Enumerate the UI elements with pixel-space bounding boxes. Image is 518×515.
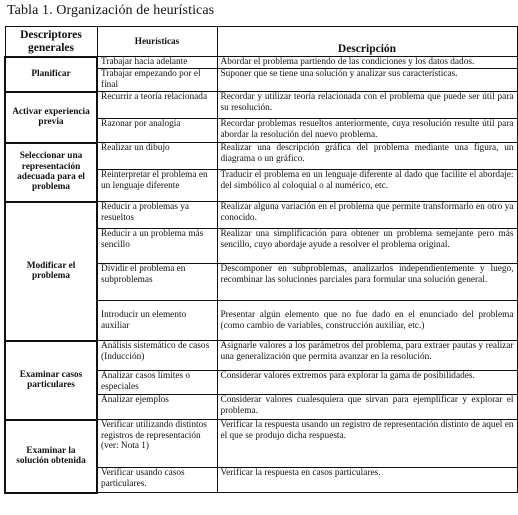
description-cell: Realizar alguna variación en el problema que permite transformarlo en otro ya conocido. (217, 202, 517, 229)
heuristic-cell: Razonar por analogía (97, 119, 217, 143)
heuristic-cell: Verificar utilizando distintos registros de representación (ver: Nota 1) (97, 420, 217, 468)
table-caption: Tabla 1. Organización de heurísticas (7, 3, 215, 18)
description-cell: Descomponer en subproblemas, analizarlos independientemente y luego, recombinar las soluciones parciales para formular una solución general. (217, 264, 517, 301)
description-cell: Recordar problemas resueltos anteriormente, cuya resolución resulte útil para abordar la resolución del nuevo problema. (217, 119, 517, 143)
heuristic-cell: Analizar ejemplos (97, 395, 217, 420)
description-cell: Suponer que se tiene una solución y analizar sus características. (217, 69, 517, 92)
heuristic-cell: Reducir a un problema más sencillo (97, 229, 217, 264)
heuristic-cell: Reducir a problemas ya resueltos (97, 202, 217, 229)
description-cell: Traducir el problema en un lenguaje diferente al dado que facilite el abordaje: del simbólico al coloquial o al numérico, etc. (217, 170, 517, 202)
heuristic-cell: Trabajar empezando por el final (97, 69, 217, 92)
heuristic-cell: Analizar casos límites o especiales (97, 371, 217, 395)
descriptor-examinar-solucion: Examinar la solución obtenida (5, 420, 97, 493)
descriptor-activar: Activar experiencia previa (5, 92, 97, 143)
heuristic-cell: Recurrir a teoría relacionada (97, 92, 217, 119)
heuristic-cell: Dividir el problema en subproblemas (97, 264, 217, 301)
description-cell: Recordar y utilizar teoría relacionada con el problema que puede ser útil para su resolución. (217, 92, 517, 119)
description-cell: Verificar la respuesta usando un registro de representación distinto de aquel en el que se produjo dicha respuesta. (217, 420, 517, 468)
description-cell: Presentar algún elemento que no fue dado en el enunciado del problema (como cambio de variables, construcción auxiliar, etc.) (217, 301, 517, 341)
table-row (5, 341, 517, 371)
heuristic-cell: Verificar usando casos particulares. (97, 468, 217, 493)
description-cell: Considerar valores cualesquiera que sirvan para ejemplificar y explorar el problema. (217, 395, 517, 420)
heuristic-cell: Reinterpretar el problema en un lenguaje diferente (97, 170, 217, 202)
heuristic-cell: Análisis sistemático de casos (Inducción) (97, 341, 217, 371)
descriptor-modificar: Modificar el problema (5, 202, 97, 341)
heuristic-cell: Trabajar hacia adelante (97, 57, 217, 69)
table-row (5, 143, 517, 170)
description-cell: Realizar una descripción gráfica del problema mediante una figura, un diagrama o un gráfico. (217, 143, 517, 170)
description-cell: Abordar el problema partiendo de las condiciones y los datos dados. (217, 57, 517, 69)
description-cell: Realizar una simplificación para obtener un problema semejante pero más sencillo, cuyo abordaje ayude a resolver el problema original. (217, 229, 517, 264)
description-cell: Verificar la respuesta en casos particulares. (217, 468, 517, 493)
descriptor-examinar-casos: Examinar casos particulares (5, 341, 97, 420)
heuristic-cell: Introducir un elemento auxiliar (97, 301, 217, 341)
table-row (5, 92, 517, 119)
descriptor-planificar: Planificar (5, 57, 97, 92)
header-descripcion: Descripción (217, 27, 517, 57)
heuristics-table (4, 26, 518, 494)
header-row (5, 27, 517, 57)
description-cell: Considerar valores extremos para explorar la gama de posibilidades. (217, 371, 517, 395)
description-cell: Asignarle valores a los parámetros del problema, para extraer pautas y realizar una generalización que permita avanzar en la resolución. (217, 341, 517, 371)
descriptor-seleccionar: Seleccionar una representación adecuada para el problema (5, 143, 97, 202)
heuristic-cell: Realizar un dibujo (97, 143, 217, 170)
table-row (5, 420, 517, 468)
header-heuristicas: Heurísticas (97, 27, 217, 57)
table-row (5, 57, 517, 69)
table-row (5, 202, 517, 229)
header-descriptores: Descriptores generales (5, 27, 97, 57)
